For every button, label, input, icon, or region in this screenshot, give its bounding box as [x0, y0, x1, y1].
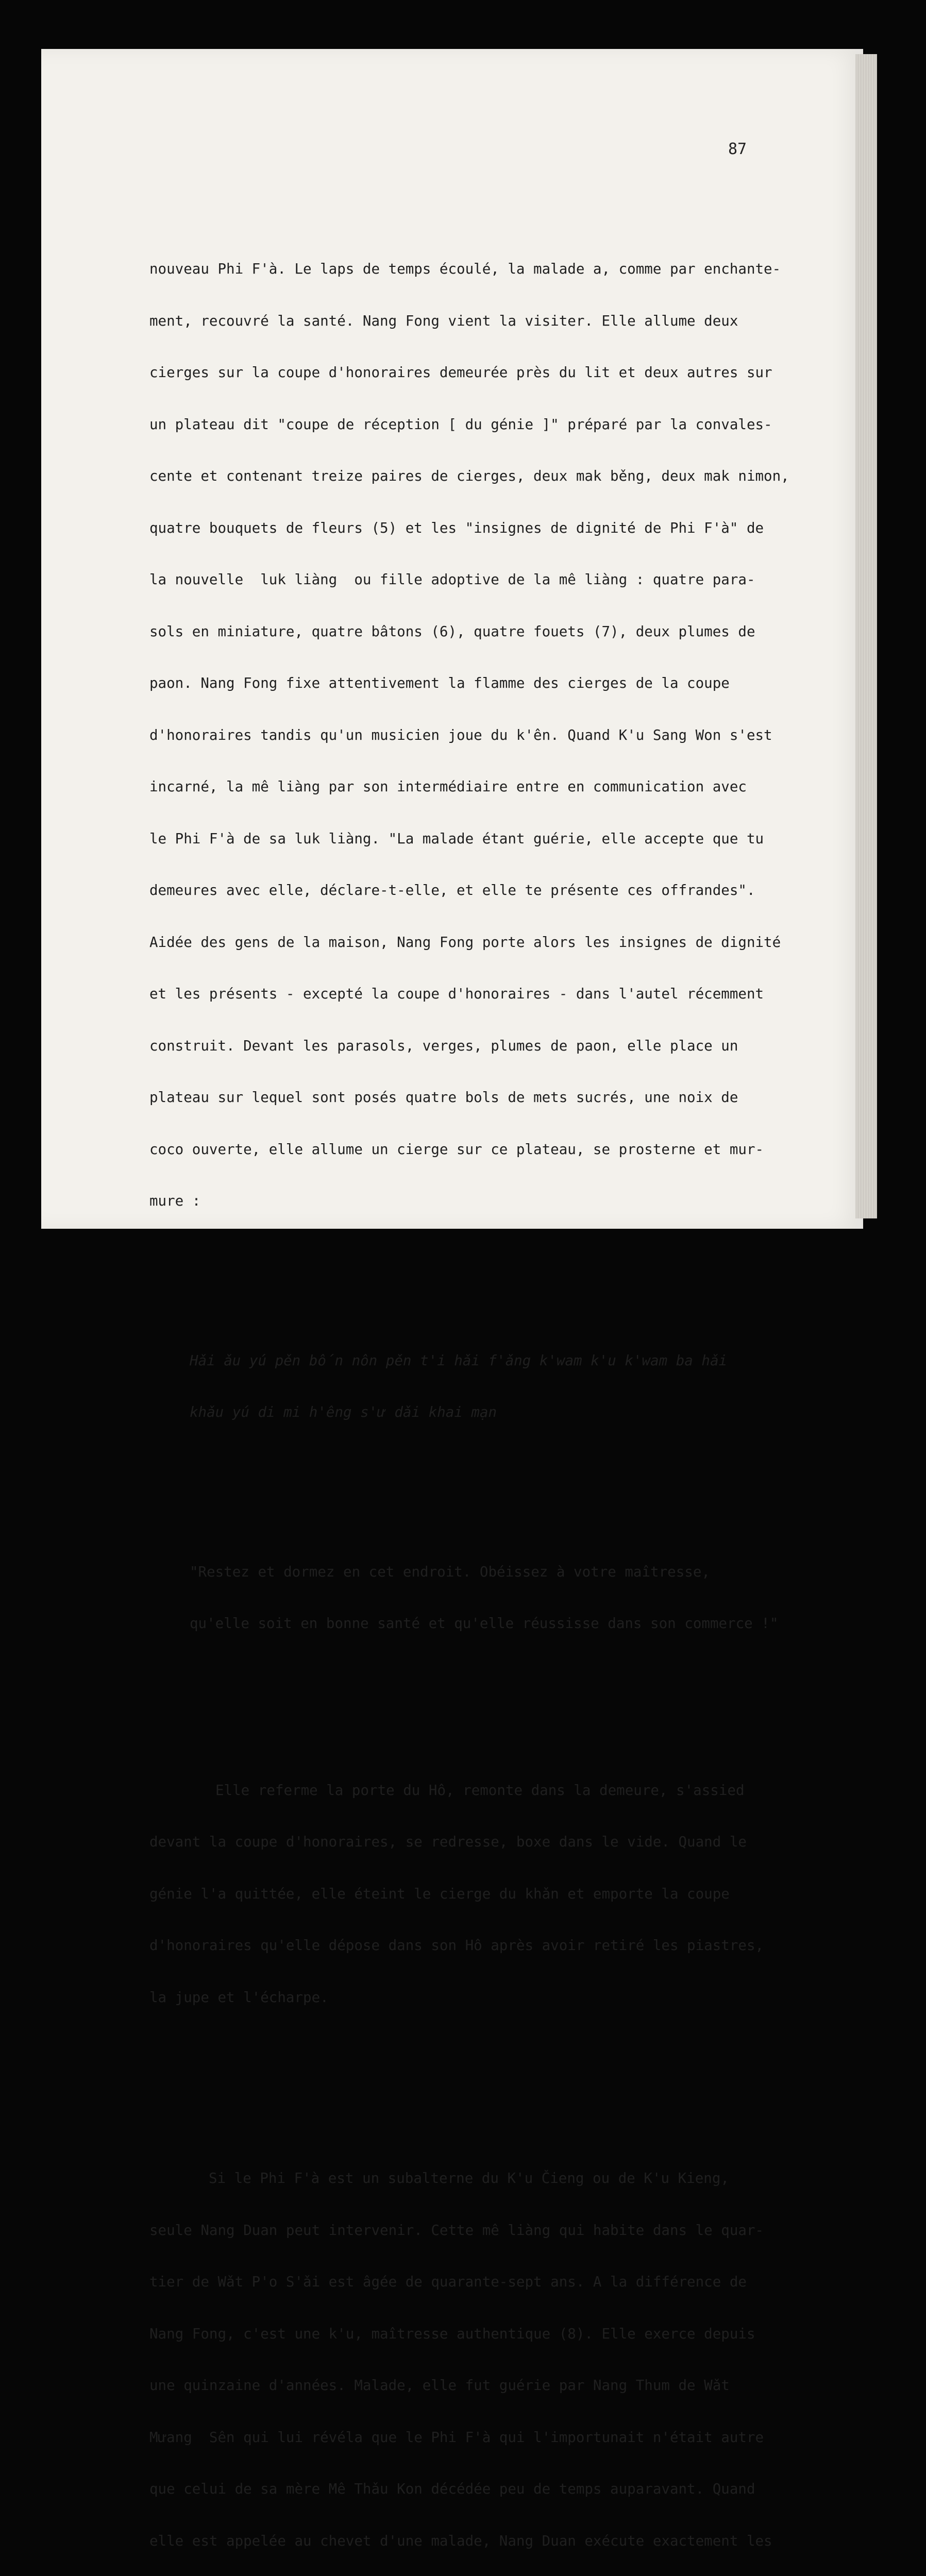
text-line: le Phi F'à de sa luk liàng. "La malade étant guérie, elle accepte que tu [149, 830, 764, 847]
incantation-line: Hǎi ǎu yú pěn bốn nôn pěn t'i hǎi f'ǎng k'wam k'u k'wam ba hǎi [190, 1352, 728, 1369]
text-line: devant la coupe d'honoraires, se redresse, boxe dans le vide. Quand le [149, 1834, 747, 1850]
text-line: d'honoraires qu'elle dépose dans son Hô après avoir retiré les piastres, [149, 1937, 764, 1954]
text-line: sols en miniature, quatre bâtons (6), quatre fouets (7), deux plumes de [149, 623, 755, 640]
page-number: 87 [728, 140, 747, 158]
text-line: elle est appelée au chevet d'une malade, Nang Duan exécute exactement les [149, 2532, 772, 2549]
text-line: coco ouverte, elle allume un cierge sur ce plateau, se prosterne et mur- [149, 1141, 764, 1158]
text-line: cente et contenant treize paires de cierges, deux mak běng, deux mak nimon, [149, 468, 789, 484]
text-line: tier de Wǎt P'o S'ǎi est âgée de quarante-sept ans. A la différence de [149, 2274, 747, 2290]
incantation [149, 1318, 809, 1456]
text-line: d'honoraires tandis qu'un musicien joue du k'ên. Quand K'u Sang Won s'est [149, 726, 772, 743]
paragraph-2 [149, 1748, 809, 2041]
text-line: Nang Fong, c'est une k'u, maîtresse authentique (8). Elle exerce depuis [149, 2325, 755, 2342]
paragraph-3 [149, 2136, 809, 2576]
text-line: un plateau dit "coupe de réception [ du génie ]" préparé par la convales- [149, 416, 772, 433]
text-line: Mưang Sên qui lui révéla que le Phi F'à qui l'importunait n'était autre [149, 2429, 764, 2446]
text-line: ment, recouvré la santé. Nang Fong vient la visiter. Elle allume deux [149, 312, 738, 329]
text-line: cierges sur la coupe d'honoraires demeurée près du lit et deux autres sur [149, 364, 772, 381]
text-line: la nouvelle luk liàng ou fille adoptive de la mê liàng : quatre para- [149, 571, 755, 588]
text-line: paon. Nang Fong fixe attentivement la flamme des cierges de la coupe [149, 675, 730, 691]
text-line: Elle referme la porte du Hô, remonte dans la demeure, s'assied [215, 1782, 745, 1799]
text-line: que celui de sa mère Mê Thǎu Kon décédée peu de temps auparavant. Quand [149, 2481, 755, 2497]
text-line: une quinzaine d'années. Malade, elle fut guérie par Nang Thum de Wǎt [149, 2377, 730, 2394]
text-line: nouveau Phi F'à. Le laps de temps écoulé, la malade a, comme par enchante- [149, 261, 781, 277]
page-edges [855, 54, 877, 1218]
text-line: et les présents - excepté la coupe d'honoraires - dans l'autel récemment [149, 986, 764, 1002]
text-line: Aidée des gens de la maison, Nang Fong porte alors les insignes de dignité [149, 934, 781, 951]
translation [149, 1529, 809, 1667]
incantation-line: khǎu yú di mi h'êng s'ư dǎi khai mạn [190, 1404, 497, 1420]
paragraph-1 [149, 226, 809, 1245]
text-line: mure : [149, 1193, 201, 1209]
text-line: plateau sur lequel sont posés quatre bols de mets sucrés, une noix de [149, 1089, 738, 1106]
text-line: génie l'a quittée, elle éteint le cierge du khǎn et emporte la coupe [149, 1885, 730, 1902]
text-line: quatre bouquets de fleurs (5) et les "insignes de dignité de Phi F'à" de [149, 519, 764, 536]
body-text [149, 192, 809, 2576]
translation-line: "Restez et dormez en cet endroit. Obéissez à votre maîtresse, [190, 1563, 710, 1580]
text-line: seule Nang Duan peut intervenir. Cette mê liàng qui habite dans le quar- [149, 2222, 764, 2239]
text-line: Si le Phi F'à est un subalterne du K'u Čieng ou de K'u Kieng, [209, 2170, 729, 2187]
translation-line: qu'elle soit en bonne santé et qu'elle réussisse dans son commerce !" [190, 1615, 779, 1632]
text-line: incarné, la mê liàng par son intermédiaire entre en communication avec [149, 778, 747, 795]
text-line: demeures avec elle, déclare-t-elle, et elle te présente ces offrandes". [149, 882, 755, 899]
text-line: construit. Devant les parasols, verges, plumes de paon, elle place un [149, 1037, 738, 1054]
text-line: la jupe et l'écharpe. [149, 1989, 329, 2006]
